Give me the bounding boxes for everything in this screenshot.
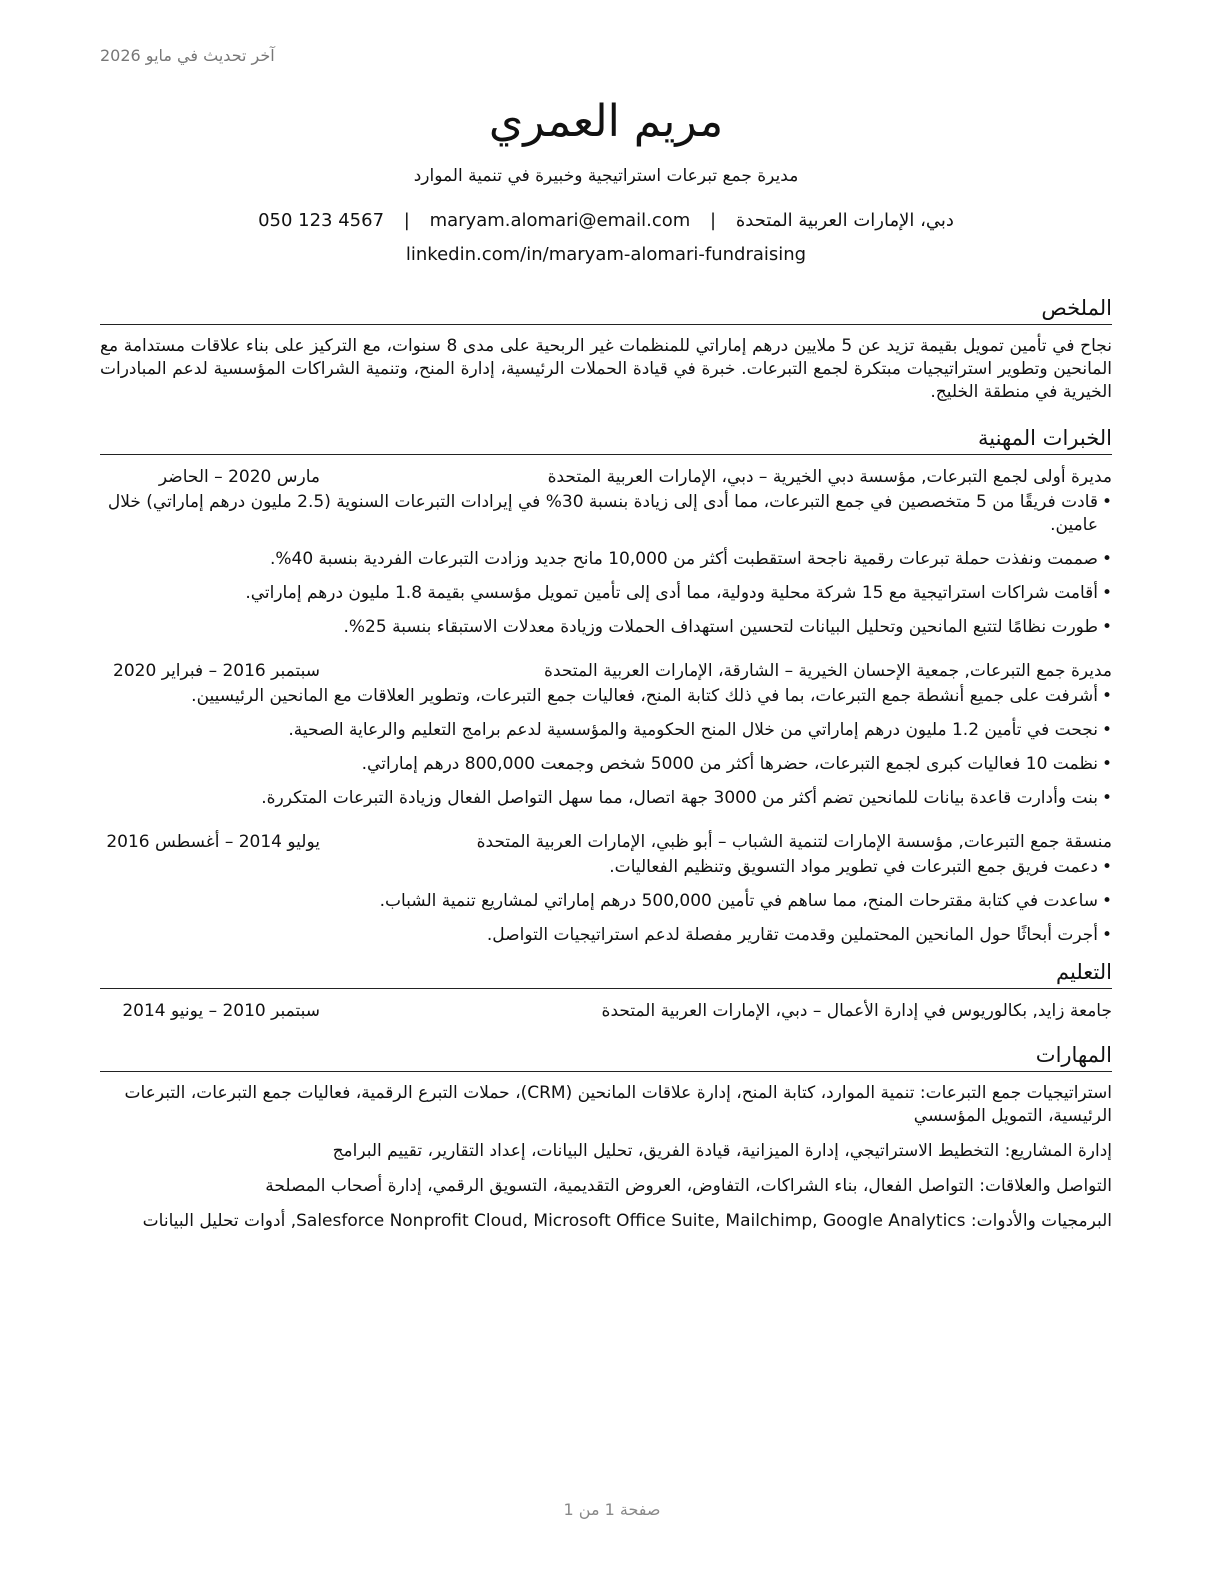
skills-title: المهارات — [100, 1041, 1112, 1072]
bullet-icon: • — [1101, 925, 1112, 945]
experience-title: الخبرات المهنية — [100, 424, 1112, 455]
job-bullet — [100, 753, 1112, 776]
bullet-text: نجحت في تأمين 1.2 مليون درهم إماراتي من خلال المنح الحكومية والمؤسسية لدعم برامج التعليم والرعاية الصحية. — [288, 720, 1098, 740]
bullet-text: قادت فريقًا من 5 متخصصين في جمع التبرعات، مما أدى إلى زيادة بنسبة 30% في إيرادات التبرعات السنوية (2.5 مليون درهم إماراتي) خلال عامين. — [107, 492, 1098, 535]
candidate-subtitle: مديرة جمع تبرعات استراتيجية وخبيرة في تنمية الموارد — [413, 166, 799, 186]
job-bullet — [100, 924, 1112, 947]
contact-location: دبي، الإمارات العربية المتحدة — [735, 210, 954, 231]
job-bullet — [100, 582, 1112, 605]
bullet-icon: • — [1101, 891, 1112, 911]
bullet-text: طورت نظامًا لتتبع المانحين وتحليل البيانات لتحسين استهداف الحملات وزيادة معدلات الاستبقاء بنسبة 25%. — [343, 617, 1098, 637]
contact-phone: 050 123 4567 — [258, 210, 385, 231]
bullet-text: أشرفت على جميع أنشطة جمع التبرعات، بما في ذلك كتابة المنح، فعاليات جمع التبرعات، وتطوير العلاقات مع المانحين الرئيسيين. — [191, 686, 1098, 706]
job-title: مديرة أولى لجمع التبرعات, مؤسسة دبي الخيرية – دبي، الإمارات العربية المتحدة — [547, 467, 1112, 487]
education-degree: جامعة زايد, بكالوريوس في إدارة الأعمال – دبي، الإمارات العربية المتحدة — [601, 1001, 1112, 1021]
bullet-icon: • — [1101, 617, 1112, 637]
job-bullet — [100, 787, 1112, 810]
resume-page — [100, 0, 1112, 1245]
skills-section — [100, 1041, 1112, 1233]
contact-line — [100, 208, 1112, 234]
job-title: مديرة جمع التبرعات, جمعية الإحسان الخيرية – الشارقة، الإمارات العربية المتحدة — [544, 661, 1112, 681]
job-header — [100, 830, 1112, 854]
job-bullets — [100, 856, 1112, 947]
summary-text: نجاح في تأمين تمويل بقيمة تزيد عن 5 ملايين درهم إماراتي للمنظمات غير الربحية على مدى 8 سنوات، مع التركيز على بناء علاقات مستدامة مع المانحين وتطوير استراتيجيات مبتكرة لجمع التبرعات. خبرة في قيادة الحملات الرئيسية، إدارة المنح، وتنمية الشراكات المؤسسية لدعم المبادرات الخيرية في منطقة الخليج. — [100, 336, 1113, 402]
bullet-text: أقامت شراكات استراتيجية مع 15 شركة محلية ودولية، مما أدى إلى تأمين تمويل مؤسسي بقيمة 1.8 مليون درهم إماراتي. — [245, 583, 1098, 603]
education-section — [100, 958, 1112, 1023]
contact-email[interactable]: maryam.alomari@email.com — [429, 210, 691, 231]
bullet-icon: • — [1101, 754, 1112, 774]
job-bullet — [100, 491, 1112, 537]
page-number-footer: صفحة 1 من 1 — [563, 1500, 661, 1519]
contact-linkedin[interactable]: linkedin.com/in/maryam-alomari-fundraising — [405, 244, 807, 265]
candidate-name: مريم العمري — [488, 96, 724, 147]
summary-section — [100, 294, 1112, 404]
bullet-icon: • — [1101, 583, 1112, 603]
job-bullet — [100, 856, 1112, 879]
bullet-icon: • — [1101, 492, 1112, 512]
job-title: منسقة جمع التبرعات, مؤسسة الإمارات لتنمية الشباب – أبو ظبي، الإمارات العربية المتحدة — [476, 832, 1112, 852]
bullet-icon: • — [1101, 686, 1112, 706]
education-entry — [100, 999, 1112, 1023]
job-bullets — [100, 685, 1112, 810]
job-bullet — [100, 719, 1112, 742]
job-bullet — [100, 616, 1112, 639]
bullet-text: دعمت فريق جمع التبرعات في تطوير مواد التسويق وتنظيم الفعاليات. — [609, 857, 1098, 877]
skill-line: التواصل والعلاقات: التواصل الفعال، بناء الشراكات، التفاوض، العروض التقديمية، التسويق الرقمي، إدارة أصحاب المصلحة — [265, 1176, 1112, 1196]
bullet-text: أجرت أبحاثًا حول المانحين المحتملين وقدمت تقارير مفصلة لدعم استراتيجيات التواصل. — [486, 925, 1098, 945]
bullet-text: نظمت 10 فعاليات كبرى لجمع التبرعات، حضرها أكثر من 5000 شخص وجمعت 800,000 درهم إماراتي. — [361, 754, 1098, 774]
job-dates: مارس 2020 – الحاضر — [158, 467, 320, 487]
summary-title: الملخص — [100, 294, 1112, 325]
job-dates: سبتمبر 2016 – فبراير 2020 — [113, 661, 320, 681]
job-bullets — [100, 491, 1112, 639]
job-entry — [100, 659, 1112, 810]
job-dates: يوليو 2014 – أغسطس 2016 — [106, 832, 320, 852]
education-dates: سبتمبر 2010 – يونيو 2014 — [122, 1001, 320, 1021]
job-header — [100, 465, 1112, 489]
bullet-text: ساعدت في كتابة مقترحات المنح، مما ساهم في تأمين 500,000 درهم إماراتي لمشاريع تنمية الشباب. — [379, 891, 1098, 911]
skill-line: البرمجيات والأدوات: Salesforce Nonprofit Cloud, Microsoft Office Suite, Mailchimp, Google Analytics, أدوات تحليل البيانات — [142, 1211, 1112, 1231]
contact-separator: | — [403, 210, 410, 231]
job-bullet — [100, 685, 1112, 708]
job-entry — [100, 830, 1112, 947]
education-title: التعليم — [100, 958, 1112, 989]
job-bullet — [100, 890, 1112, 913]
bullet-text: صممت ونفذت حملة تبرعات رقمية ناجحة استقطبت أكثر من 10,000 مانح جديد وزادت التبرعات الفردية بنسبة 40%. — [269, 549, 1098, 569]
skill-line: إدارة المشاريع: التخطيط الاستراتيجي، إدارة الميزانية، قيادة الفريق، تحليل البيانات، إعداد التقارير، تقييم البرامج — [332, 1141, 1112, 1161]
bullet-icon: • — [1101, 857, 1112, 877]
skill-line: استراتيجيات جمع التبرعات: تنمية الموارد، كتابة المنح، إدارة علاقات المانحين (CRM)، حملات التبرع الرقمية، فعاليات جمع التبرعات، التبرعات الرئيسية، التمويل المؤسسي — [124, 1083, 1112, 1126]
job-bullet — [100, 548, 1112, 571]
bullet-text: بنت وأدارت قاعدة بيانات للمانحين تضم أكثر من 3000 جهة اتصال، مما سهل التواصل الفعال وزيادة التبرعات المتكررة. — [261, 788, 1098, 808]
bullet-icon: • — [1101, 549, 1112, 569]
experience-section — [100, 424, 1112, 947]
last-updated-note: آخر تحديث في مايو 2026 — [100, 46, 275, 65]
bullet-icon: • — [1101, 720, 1112, 740]
resume-header — [100, 92, 1112, 268]
job-header — [100, 659, 1112, 683]
contact-separator: | — [710, 210, 717, 231]
job-entry — [100, 465, 1112, 639]
bullet-icon: • — [1101, 788, 1112, 808]
